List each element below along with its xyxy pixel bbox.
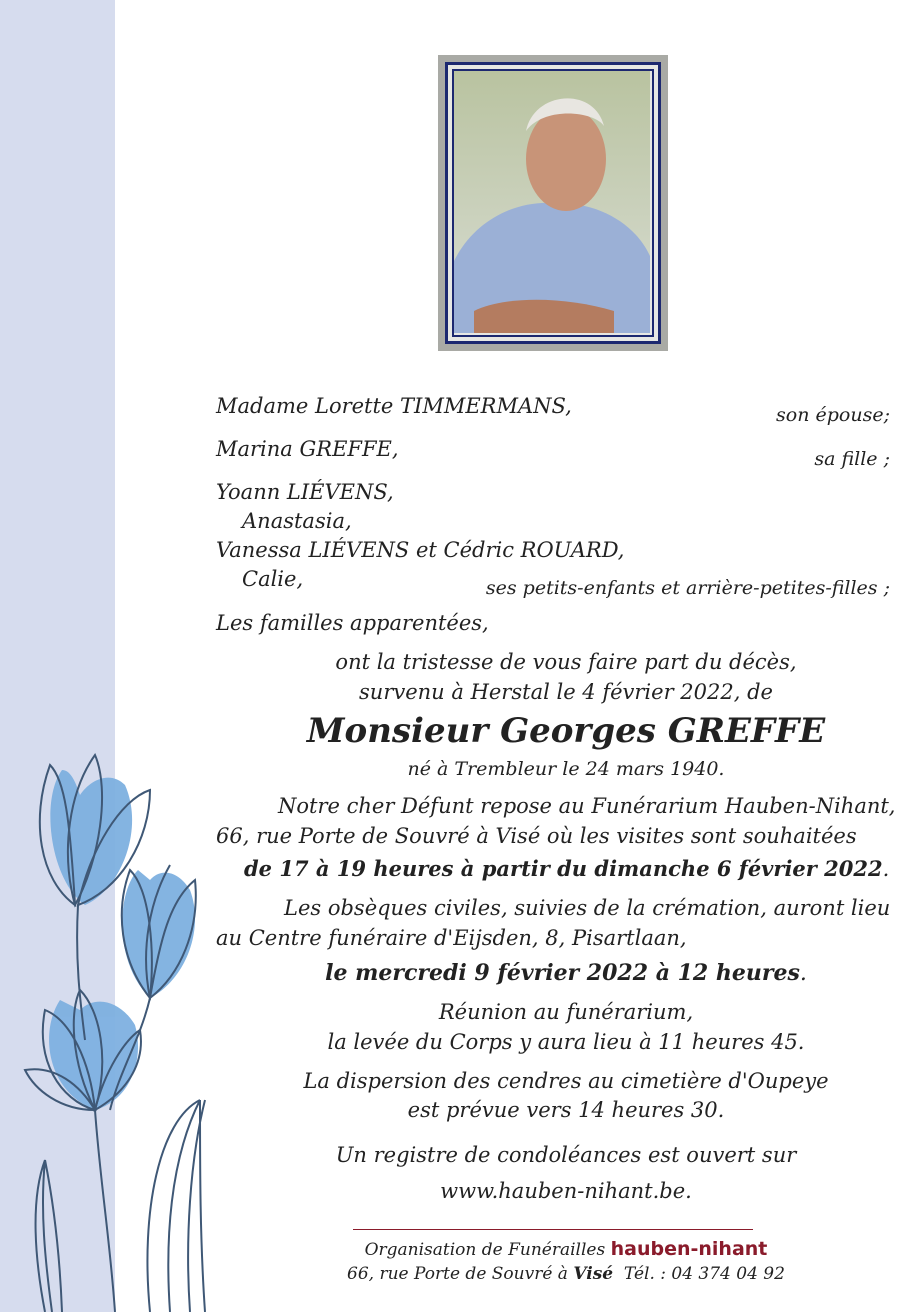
visitation-line-1: Notre cher Défunt repose au Funérarium Hauben-Nihant, (278, 794, 896, 818)
visitation-time: de 17 à 19 heures à partir du dimanche 6 février 2022. (244, 856, 890, 881)
family-name-6: Calie, (242, 567, 304, 591)
visitation-line-2: 66, rue Porte de Souvré à Visé où les visites sont souhaitées (216, 824, 857, 848)
family-name-4: Anastasia, (242, 509, 352, 533)
family-name-5: Vanessa LIÉVENS et Cédric ROUARD, (216, 538, 625, 562)
registry-line: Un registre de condoléances est ouvert sur (335, 1143, 797, 1167)
announcement-line-1: ont la tristesse de vous faire part du décès, (335, 650, 797, 674)
birth-info: né à Trembleur le 24 mars 1940. (407, 758, 725, 780)
brand-logo: hauben-nihant (610, 1238, 768, 1260)
family-relation-3: ses petits-enfants et arrière-petites-filles ; (485, 577, 890, 599)
ashes-line-2: est prévue vers 14 heures 30. (407, 1098, 725, 1122)
meeting-line-2: la levée du Corps y aura lieu à 11 heures 45. (327, 1030, 805, 1054)
family-name-7: Les familles apparentées, (216, 611, 489, 635)
portrait-photo (452, 69, 654, 337)
family-relation-2: sa fille ; (814, 448, 890, 470)
footer-address: 66, rue Porte de Souvré à Visé Tél. : 04 374 04 92 (347, 1264, 785, 1284)
family-relation-1: son épouse; (776, 404, 890, 426)
footer-divider (353, 1229, 753, 1230)
deceased-name: Monsieur Georges GREFFE (306, 711, 826, 751)
announcement-line-2: survenu à Herstal le 4 février 2022, de (359, 680, 773, 704)
funeral-line-1: Les obsèques civiles, suivies de la crémation, auront lieu (284, 896, 891, 920)
family-name-3: Yoann LIÉVENS, (216, 480, 394, 504)
funeral-line-2: au Centre funéraire d'Eijsden, 8, Pisartlaan, (216, 926, 687, 950)
portrait-frame (438, 55, 668, 351)
tulip-illustration (0, 740, 230, 1312)
footer-organisation: Organisation de Funérailles hauben-nihant (364, 1238, 768, 1260)
family-name-2: Marina GREFFE, (216, 437, 399, 461)
registry-url[interactable]: www.hauben-nihant.be. (440, 1179, 692, 1203)
funeral-time: le mercredi 9 février 2022 à 12 heures. (325, 960, 807, 986)
family-name-1: Madame Lorette TIMMERMANS, (216, 394, 572, 418)
ashes-line-1: La dispersion des cendres au cimetière d'Oupeye (303, 1069, 829, 1093)
meeting-line-1: Réunion au funérarium, (438, 1000, 694, 1024)
